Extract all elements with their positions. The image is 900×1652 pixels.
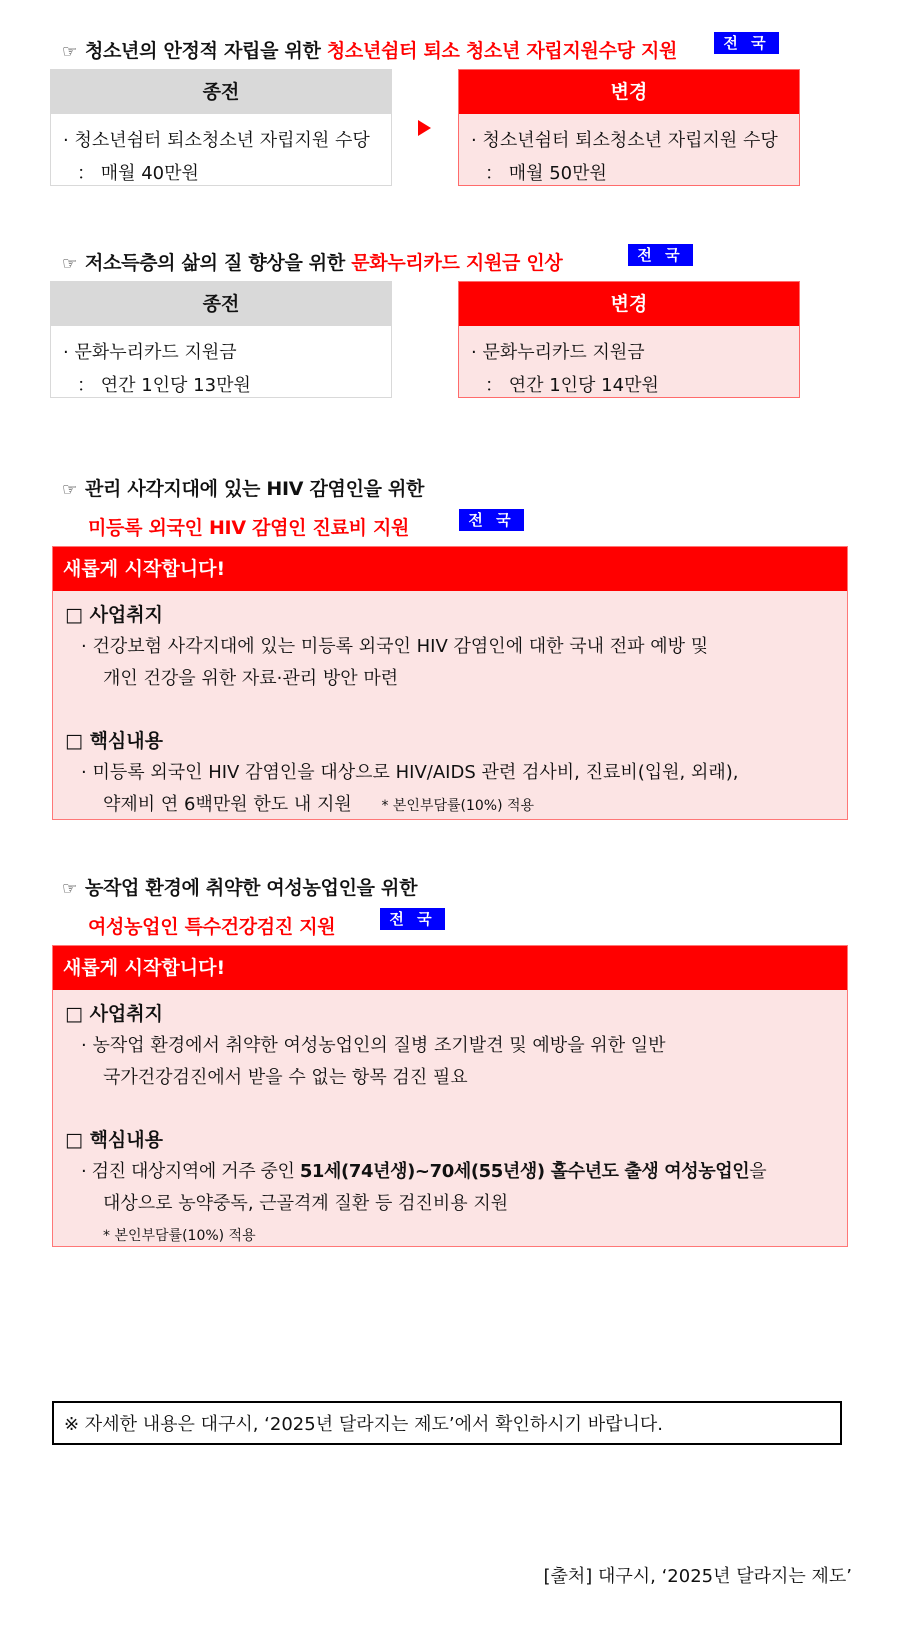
after-box	[458, 69, 800, 186]
purpose-line1: · 농작업 환경에서 취약한 여성농업인의 질병 조기발견 및 예방을 위한 일반	[81, 1035, 666, 1056]
purpose-heading: □ 사업취지	[65, 604, 163, 626]
core-line2-row	[65, 789, 837, 822]
section1-title-red: 청소년쉼터 퇴소 청소년 자립지원수당 지원	[326, 40, 678, 62]
core-line1-pre: · 검진 대상지역에 거주 중인	[81, 1161, 300, 1182]
copay-note: * 본인부담률(10%) 적용	[381, 798, 535, 814]
core-line2: 대상으로 농약중독, 근골격계 질환 등 검진비용 지원	[103, 1193, 509, 1214]
nationwide-badge: 전 국	[628, 244, 693, 266]
before-line1: · 청소년쉼터 퇴소청소년 자립지원 수당	[63, 130, 370, 151]
section3-title-black: 관리 사각지대에 있는 HIV 감염인을 위한	[84, 478, 425, 500]
section1-title-black: 청소년의 안정적 자립을 위한	[84, 40, 321, 62]
after-box	[458, 281, 800, 398]
section1-title	[62, 36, 677, 63]
section3-title	[62, 474, 424, 501]
right-arrow-icon	[418, 120, 431, 136]
new-program-header: 새롭게 시작합니다!	[53, 547, 847, 591]
core-line1-bold: 51세(74년생)~70세(55년생) 홀수년도 출생 여성농업인	[299, 1161, 750, 1182]
before-header: 종전	[51, 70, 391, 114]
nationwide-badge: 전 국	[459, 509, 524, 531]
core-line1	[65, 1156, 837, 1188]
after-header: 변경	[459, 282, 799, 326]
section2-title-black: 저소득층의 삶의 질 향상을 위한	[84, 252, 345, 274]
purpose-line2: 개인 건강을 위한 자료·관리 방안 마련	[103, 668, 399, 689]
core-line2: 약제비 연 6백만원 한도 내 지원	[103, 794, 352, 815]
before-header: 종전	[51, 282, 391, 326]
notice-box: ※ 자세한 내용은 대구시, ‘2025년 달라지는 제도’에서 확인하시기 바랍니다.	[52, 1401, 842, 1445]
purpose-line1: · 건강보험 사각지대에 있는 미등록 외국인 HIV 감염인에 대한 국내 전파 예방 및	[81, 636, 709, 657]
pointing-hand-icon: ☞	[62, 42, 77, 62]
after-line1: · 문화누리카드 지원금	[471, 342, 645, 363]
nationwide-badge: 전 국	[714, 32, 779, 54]
section2-title-red: 문화누리카드 지원금 인상	[351, 252, 563, 274]
section4-title	[62, 873, 417, 900]
core-line1: · 미등록 외국인 HIV 감염인을 대상으로 HIV/AIDS 관련 검사비, 진료비(입원, 외래),	[81, 762, 739, 783]
section4-title-black: 농작업 환경에 취약한 여성농업인을 위한	[84, 877, 418, 899]
after-line1: · 청소년쉼터 퇴소청소년 자립지원 수당	[471, 130, 778, 151]
core-heading: □ 핵심내용	[65, 1129, 163, 1151]
pointing-hand-icon: ☞	[62, 254, 77, 274]
purpose-line2: 국가건강검진에서 받을 수 없는 항목 검진 필요	[103, 1067, 468, 1088]
after-line2: ： 매월 50만원	[485, 163, 607, 184]
before-line2: ： 연간 1인당 13만원	[77, 375, 251, 396]
section4-title-red: 여성농업인 특수건강검진 지원	[88, 916, 336, 938]
core-line1-post: 을	[749, 1161, 767, 1182]
before-line1: · 문화누리카드 지원금	[63, 342, 237, 363]
before-box	[50, 281, 392, 398]
new-program-box	[52, 945, 848, 1247]
section2-title	[62, 248, 562, 275]
before-line2: ： 매월 40만원	[77, 163, 199, 184]
pointing-hand-icon: ☞	[62, 879, 77, 899]
nationwide-badge: 전 국	[380, 908, 445, 930]
after-line2: ： 연간 1인당 14만원	[485, 375, 659, 396]
after-header: 변경	[459, 70, 799, 114]
purpose-heading: □ 사업취지	[65, 1003, 163, 1025]
pointing-hand-icon: ☞	[62, 480, 77, 500]
before-box	[50, 69, 392, 186]
core-heading: □ 핵심내용	[65, 730, 163, 752]
new-program-header: 새롭게 시작합니다!	[53, 946, 847, 990]
section3-title-red: 미등록 외국인 HIV 감염인 진료비 지원	[88, 517, 410, 539]
copay-note: * 본인부담률(10%) 적용	[103, 1228, 256, 1244]
source-citation: [출처] 대구시, ‘2025년 달라지는 제도’	[543, 1566, 852, 1587]
new-program-box	[52, 546, 848, 820]
